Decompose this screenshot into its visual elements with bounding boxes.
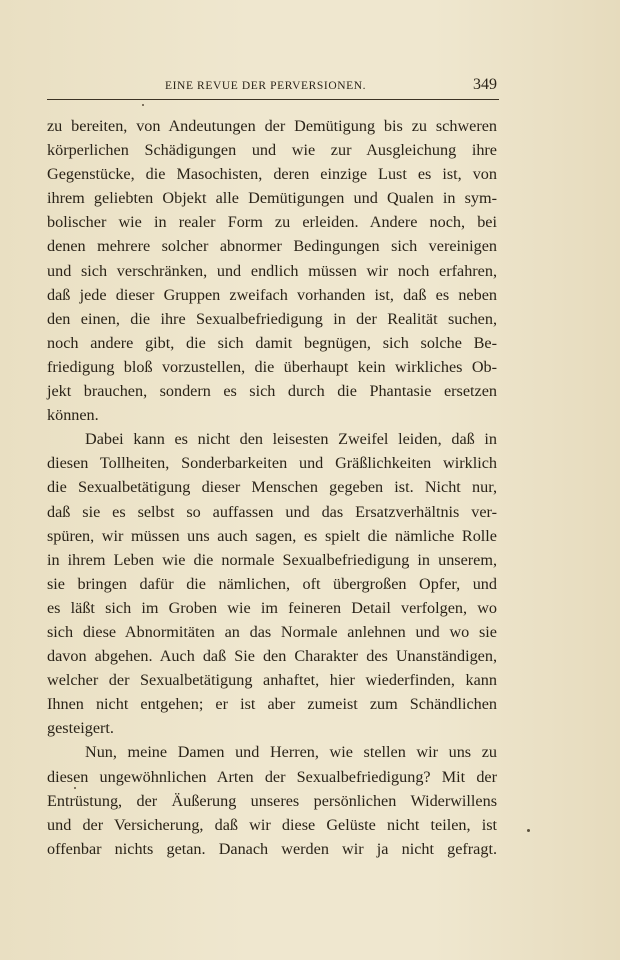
text-line: sich diese Abnormitäten an das Normale anlehnen und wo sie [47, 622, 497, 641]
text-line: diesen ungewöhnlichen Arten der Sexualbefriedigung? Mit der [47, 767, 497, 786]
text-line: Ihnen nicht entgehen; er ist aber zumeist zum Schändlichen [47, 695, 497, 714]
text-line: diesen Tollheiten, Sonderbarkeiten und Gräßlichkeiten wirklich [47, 454, 497, 473]
text-line: friedigung bloß vorzustellen, die überhaupt kein wirkliches Ob- [47, 357, 497, 376]
text-line: den einen, die ihre Sexualbefriedigung in der Realität suchen, [47, 309, 497, 328]
text-line: und sich verschränken, und endlich müssen wir noch erfahren, [47, 261, 497, 280]
text-line: zu bereiten, von Andeutungen der Demütigung bis zu schweren [47, 117, 497, 135]
text-line: denen mehrere solcher abnormer Bedingungen sich vereinigen [47, 237, 497, 256]
page-number: 349 [473, 76, 497, 93]
text-line: daß sie es selbst so auffassen und das Ersatzverhältnis ver- [47, 502, 497, 521]
text-line: gesteigert. [47, 719, 114, 738]
text-line: welcher der Sexualbetätigung anhaftet, hier wiederfinden, kann [47, 671, 497, 690]
paper-speck [527, 829, 530, 832]
text-line: und der Versicherung, daß wir diese Gelüste nicht teilen, ist [47, 815, 497, 834]
text-line: ihrem geliebten Objekt alle Demütigungen und Qualen in sym- [47, 189, 497, 208]
text-line: die Sexualbetätigung dieser Menschen gegeben ist. Nicht nur, [47, 478, 497, 497]
text-line: Nun, meine Damen und Herren, wie stellen wir uns zu [85, 743, 497, 762]
text-line: davon abgehen. Auch daß Sie den Charakter des Unanständigen, [47, 647, 497, 666]
text-line: daß jede dieser Gruppen zweifach vorhanden ist, daß es neben [47, 285, 497, 304]
text-line: können. [47, 406, 99, 425]
running-title: EINE REVUE DER PERVERSIONEN. [165, 80, 367, 92]
text-line: noch andere gibt, die sich damit begnügen, sich solche Be- [47, 333, 497, 352]
text-line: es läßt sich im Groben wie im feineren Detail verfolgen, wo [47, 598, 497, 617]
text-line: bolischer wie in realer Form zu erleiden. Andere noch, bei [47, 213, 497, 232]
text-line: sie bringen dafür die nämlichen, oft übergroßen Opfer, und [47, 574, 497, 593]
text-line: jekt brauchen, sondern es sich durch die Phantasie ersetzen [47, 382, 497, 401]
header-rule [47, 99, 499, 100]
paper-speck [74, 787, 76, 789]
paper-speck [142, 104, 144, 106]
text-line: spüren, wir müssen uns auch sagen, es spielt die nämliche Rolle [47, 526, 497, 545]
text-line: Gegenstücke, die Masochisten, deren einzige Lust es ist, von [47, 165, 497, 184]
text-line: Entrüstung, der Äußerung unseres persönlichen Widerwillens [47, 791, 497, 810]
text-line: in ihrem Leben wie die normale Sexualbefriedigung in unserem, [47, 550, 497, 569]
text-line: offenbar nichts getan. Danach werden wir ja nicht gefragt. [47, 839, 497, 858]
text-line: körperlichen Schädigungen und wie zur Ausgleichung ihre [47, 141, 497, 160]
page-header [47, 76, 497, 98]
text-line: Dabei kann es nicht den leisesten Zweifel leiden, daß in [85, 430, 497, 449]
body-text [47, 114, 497, 861]
